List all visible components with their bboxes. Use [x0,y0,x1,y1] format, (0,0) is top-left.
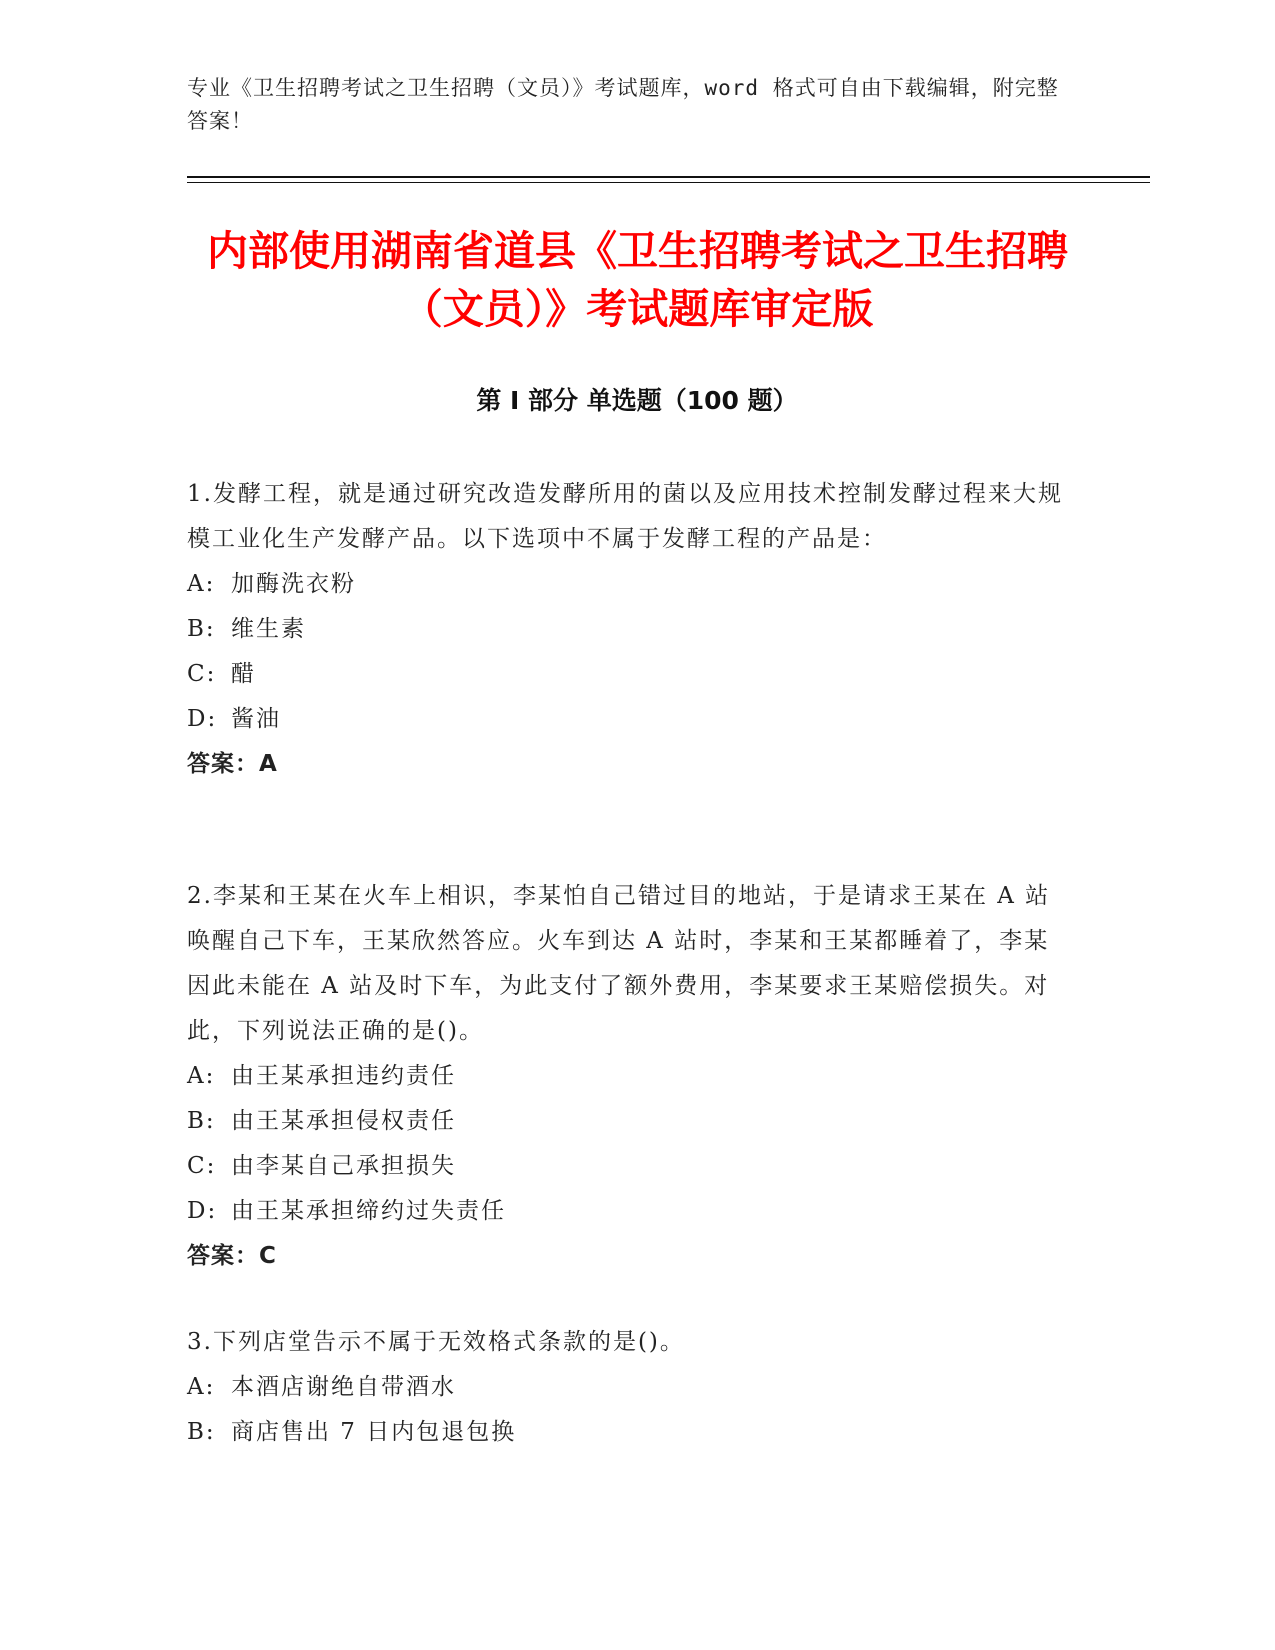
option-b [187,607,1067,652]
option-a [187,1365,1067,1410]
option-a [187,1054,1067,1099]
option-key: B: [187,1419,216,1445]
option-key: B: [187,616,216,642]
option-key: A: [187,571,216,597]
option-key: A: [187,1063,216,1089]
section-heading: 第 I 部分 单选题（100 题） [476,386,798,415]
option-key: C: [187,661,217,687]
option-c [187,652,1067,697]
option-key: D: [187,1198,218,1224]
option-d [187,1189,1067,1234]
question-stem: 2.李某和王某在火车上相识，李某怕自己错过目的地站，于是请求王某在 A 站唤醒自己下车，王某欣然答应。火车到达 A 站时，李某和王某都睡着了，李某因此未能在 A 站及时下车，为此支付了额外费用，李某要求王某赔偿损失。对此，下列说法正确的是()。 [187,883,1051,1044]
answer-line: 答案：A [187,751,278,777]
question-stem: 1.发酵工程，就是通过研究改造发酵所用的菌以及应用技术控制发酵过程来大规模工业化生产发酵产品。以下选项中不属于发酵工程的产品是： [187,481,1063,552]
option-text: 维生素 [231,616,306,642]
option-key: A: [187,1374,216,1400]
option-c [187,1144,1067,1189]
header-note: 专业《卫生招聘考试之卫生招聘（文员）》考试题库，word 格式可自由下载编辑，附完整答案！ [187,76,1059,133]
option-text: 由李某自己承担损失 [231,1153,456,1179]
option-b [187,1099,1067,1144]
option-text: 商店售出 7 日内包退包换 [231,1419,517,1445]
header-rule-thick [187,176,1150,178]
option-text: 醋 [231,661,256,687]
option-d [187,697,1067,742]
question-2 [187,874,1067,1279]
question-stem: 3.下列店堂告示不属于无效格式条款的是()。 [187,1329,685,1355]
option-text: 由王某承担缔约过失责任 [231,1198,506,1224]
document-title: 内部使用湖南省道县《卫生招聘考试之卫生招聘（文员）》考试题库审定版 [207,227,1068,333]
option-text: 由王某承担侵权责任 [231,1108,456,1134]
header-rule-thin [187,182,1150,183]
answer-line: 答案：C [187,1243,277,1269]
question-1 [187,472,1067,787]
option-a [187,562,1067,607]
option-b [187,1410,1067,1455]
option-text: 酱油 [231,706,281,732]
option-key: C: [187,1153,217,1179]
option-text: 本酒店谢绝自带酒水 [231,1374,456,1400]
option-key: B: [187,1108,216,1134]
question-3 [187,1320,1067,1455]
option-text: 由王某承担违约责任 [231,1063,456,1089]
option-key: D: [187,706,218,732]
option-text: 加酶洗衣粉 [231,571,356,597]
